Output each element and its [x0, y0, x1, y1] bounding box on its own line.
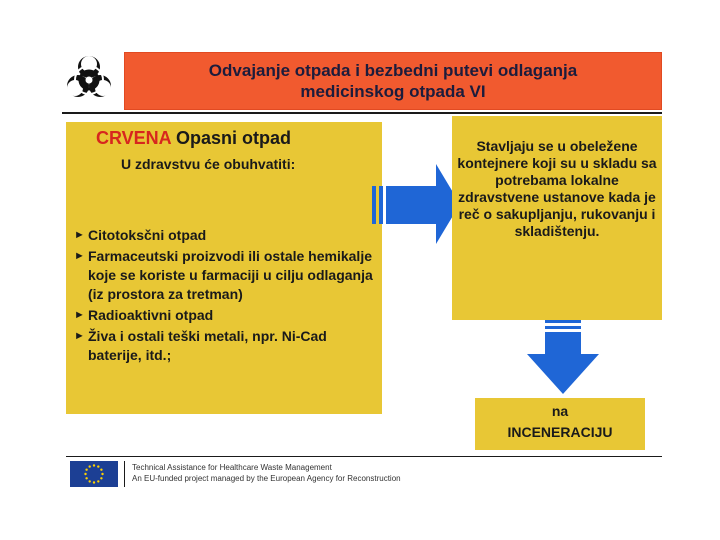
incineration-line-1: na — [551, 403, 569, 419]
list-item-text: Citotoksčni otpad — [88, 227, 207, 243]
header-divider — [62, 112, 662, 114]
bullet-arrow-icon: ► — [74, 330, 85, 342]
list-item-text: Živa i ostali teški metali, npr. Ni-Cad baterije, itd.; — [88, 328, 327, 363]
footer-text — [132, 462, 401, 484]
list-item-text: Farmaceutski proizvodi ili ostale hemikalje koje se koriste u farmaciji u cilju odlaganja (iz prostora za tretman) — [88, 248, 373, 302]
eu-flag-icon — [70, 461, 118, 487]
biohazard-icon — [62, 52, 116, 106]
footer-line-2: An EU-funded project managed by the European Agency for Reconstruction — [132, 474, 401, 483]
footer-divider — [66, 456, 662, 457]
waste-item-list — [74, 226, 378, 367]
hazardous-waste-box — [66, 122, 382, 414]
down-arrow-icon — [525, 320, 601, 396]
category-heading — [96, 128, 291, 149]
list-item — [74, 247, 378, 304]
footer-separator — [124, 461, 125, 487]
list-item — [74, 306, 378, 325]
bullet-arrow-icon: ► — [74, 309, 85, 321]
footer-line-1: Technical Assistance for Healthcare Waste Management — [132, 463, 332, 472]
bullet-arrow-icon: ► — [74, 250, 85, 262]
list-item — [74, 226, 378, 245]
page-title — [124, 52, 662, 110]
incineration-line-2: INCENERACIJU — [507, 424, 613, 440]
container-instructions-text: Stavljaju se u obeležene kontejnere koji su u skladu sa potrebama lokalne zdravstvene ustanove kada je reč o sakupljanju, rukovanju i skladištenju. — [457, 138, 657, 239]
incineration-box — [475, 398, 645, 450]
list-item-text: Radioaktivni otpad — [88, 307, 214, 323]
category-color-label: CRVENA — [96, 128, 172, 148]
title-line-1: Odvajanje otpada i bezbedni putevi odlaganja — [208, 61, 578, 80]
title-line-2: medicinskog otpada VI — [300, 82, 486, 101]
category-name-label: Opasni otpad — [176, 128, 292, 148]
category-subheading: U zdravstvu će obuhvatiti: — [121, 156, 296, 172]
bullet-arrow-icon: ► — [74, 229, 85, 241]
container-instructions-box — [452, 116, 662, 320]
list-item — [74, 327, 378, 365]
right-arrow-icon — [370, 160, 462, 248]
